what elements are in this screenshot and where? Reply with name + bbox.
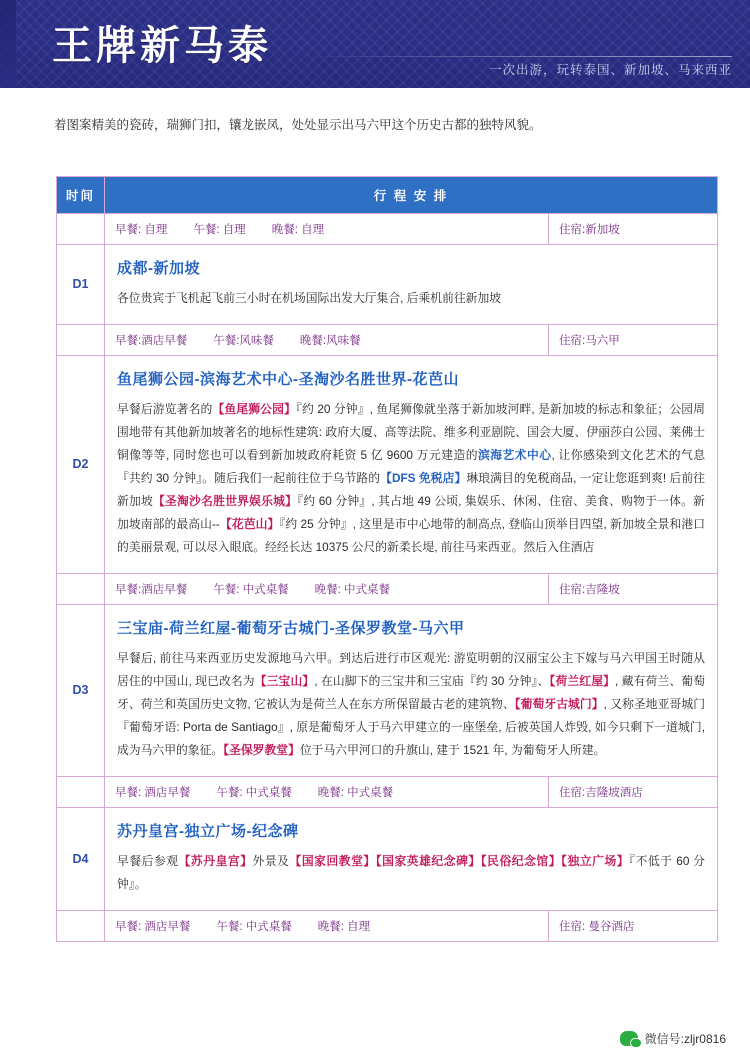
breakfast-label: 早餐: 酒店早餐	[115, 920, 191, 933]
table-header-row	[57, 176, 718, 213]
meal-cell	[105, 776, 718, 807]
wechat-icon	[620, 1031, 638, 1046]
stay-label: 住宿:吉隆坡酒店	[559, 786, 643, 799]
header-banner	[0, 0, 750, 88]
itinerary-cell	[105, 244, 718, 324]
itinerary-description	[117, 850, 705, 896]
banner-title: 王牌新马泰	[52, 23, 272, 69]
description-fragment: 早餐后, 前往马来西亚历史发源地马六甲。到达后进行市区观光: 游览明朝的汉丽宝公主下嫁与马六甲国王时随从居住的中国山, 现已改名为	[117, 650, 705, 688]
description-fragment: , 藏有荷兰、葡萄牙、荷兰和英国历史文物, 它被认为是荷兰人在东方所保留最古老的建筑物、	[117, 673, 705, 711]
route-title: 苏丹皇宫-独立广场-纪念碑	[117, 822, 299, 840]
lunch-label: 午餐: 自理	[193, 223, 246, 236]
description-fragment: 【圣淘沙名胜世界娱乐城】	[153, 493, 298, 508]
description-fragment: , 在山脚下的三宝井和三宝庙『约 30 分钟』、	[314, 673, 550, 688]
itinerary-cell	[105, 355, 718, 573]
description-fragment: 早餐后参观	[117, 853, 179, 868]
description-fragment: 琳琅满目的免税商品, 一定让您逛到爽! 后前往新加坡	[117, 470, 705, 508]
meal-row	[57, 213, 718, 244]
description-fragment: 【花芭山】	[219, 516, 280, 531]
itinerary-description	[117, 398, 705, 559]
dinner-label: 晚餐: 自理	[317, 920, 371, 933]
itinerary-description	[117, 287, 705, 310]
table-row	[57, 807, 718, 910]
intro-paragraph: 着图案精美的瓷砖，瑞狮门扣，镶龙嵌凤，处处显示出马六甲这个历史古都的独特风貌。	[54, 118, 542, 132]
column-header-schedule: 行 程 安 排	[105, 176, 718, 213]
breakfast-label: 早餐: 酒店早餐	[115, 786, 191, 799]
stay-label: 住宿:吉隆坡	[559, 583, 620, 596]
route-title: 成都-新加坡	[117, 259, 200, 277]
banner-subtitle: 一次出游，玩转泰国、新加坡、马来西亚	[488, 63, 732, 77]
meal-row-spacer	[57, 776, 105, 807]
description-fragment: 『约 25 分钟』, 这里是市中心地带的制高点, 登临山顶举目四望, 新加坡全景和港口的美丽景观, 可以尽入眼底。经经长达 10375 公尺的新柔长堤, 前往马来西亚。然后入住酒店	[117, 516, 705, 554]
meal-row-spacer	[57, 910, 105, 941]
day-label: D1	[57, 244, 105, 324]
table-row	[57, 244, 718, 324]
dinner-label: 晚餐:风味餐	[299, 334, 361, 347]
lunch-label: 午餐:风味餐	[213, 334, 274, 347]
description-fragment: , 让你感染到文化艺术的气息『共约 30 分钟』。随后我们一起前往位于乌节路的	[117, 447, 705, 485]
meal-cell	[105, 910, 718, 941]
description-fragment: 【独立广场】	[561, 853, 630, 868]
footer-wechat	[620, 1030, 726, 1047]
description-fragment: 『约 60 分钟』, 其占地 49 公顷, 集娱乐、休闲、住宿、美食、购物于一体。新加坡南部的最高山--	[117, 493, 705, 531]
stay-label: 住宿:新加坡	[559, 223, 620, 236]
description-fragment: 【荷兰红屋】	[549, 673, 616, 688]
description-fragment: 各位贵宾于飞机起飞前三小时在机场国际出发大厅集合, 后乘机前往新加坡	[117, 290, 502, 305]
description-fragment: 外景及	[252, 853, 290, 868]
banner-divider	[302, 56, 732, 57]
meal-row	[57, 324, 718, 355]
lunch-label: 午餐: 中式桌餐	[213, 583, 289, 596]
description-fragment: 【国家回教堂】	[289, 853, 376, 868]
meal-row-spacer	[57, 573, 105, 604]
description-fragment: , 又称圣地亚哥城门『葡萄牙语: Porta de Santiago』, 原是葡萄牙人于马六甲建立的一座堡垒, 后被英国人炸毁, 如今只剩下一道城门, 成为马六甲的象征。	[117, 696, 705, 757]
description-fragment: 【鱼尾狮公园】	[212, 401, 296, 416]
description-fragment: 『约 20 分钟』, 鱼尾狮像就坐落于新加坡河畔, 是新加坡的标志和象征；公园周围地带有其他新加坡著名的地标性建筑: 政府大厦、高等法院、维多利亚剧院、国会大厦、伊丽莎白公园、莱佛士铜像等等, 同时您也可以看到新加坡政府耗资 5 亿 9600 万元建造的	[117, 401, 705, 462]
dinner-label: 晚餐: 中式桌餐	[317, 786, 394, 799]
day-label: D2	[57, 355, 105, 573]
itinerary-table	[56, 176, 718, 942]
breakfast-label: 早餐:酒店早餐	[115, 583, 188, 596]
table-head	[57, 176, 718, 213]
meal-cell	[105, 324, 718, 355]
itinerary-cell	[105, 604, 718, 776]
dinner-label: 晚餐: 中式桌餐	[314, 583, 390, 596]
day-label: D4	[57, 807, 105, 910]
description-fragment: 【民俗纪念馆】	[480, 853, 562, 868]
description-fragment: 【国家英雄纪念碑】	[375, 853, 481, 868]
description-fragment: 早餐后游览著名的	[117, 401, 213, 416]
meal-row-spacer	[57, 213, 105, 244]
lunch-label: 午餐: 中式桌餐	[216, 920, 292, 933]
table-row	[57, 604, 718, 776]
description-fragment: 位于马六甲河口的升旗山, 建于 1521 年, 为葡萄牙人所建。	[299, 742, 606, 757]
meal-row	[57, 776, 718, 807]
meal-cell	[105, 573, 718, 604]
dinner-label: 晚餐: 自理	[271, 223, 325, 236]
lunch-label: 午餐: 中式桌餐	[216, 786, 292, 799]
route-title: 鱼尾狮公园-滨海艺术中心-圣淘沙名胜世界-花芭山	[117, 370, 459, 388]
column-header-time: 时间	[57, 176, 105, 213]
table-body	[57, 213, 718, 941]
description-fragment: 【三宝山】	[254, 673, 315, 688]
meal-row-spacer	[57, 324, 105, 355]
description-fragment: 【圣保罗教堂】	[223, 742, 300, 757]
stay-label: 住宿:马六甲	[559, 334, 620, 347]
breakfast-label: 早餐: 自理	[115, 223, 168, 236]
description-fragment: 滨海艺术中心	[477, 447, 552, 462]
breakfast-label: 早餐:酒店早餐	[115, 334, 188, 347]
route-title: 三宝庙-荷兰红屋-葡萄牙古城门-圣保罗教堂-马六甲	[117, 619, 465, 637]
itinerary-description	[117, 647, 705, 762]
wechat-id-label: 微信号:zljr0816	[644, 1032, 726, 1046]
itinerary-table-wrapper	[56, 176, 720, 942]
meal-cell	[105, 213, 718, 244]
description-fragment: 【DFS 免税店】	[380, 470, 467, 485]
stay-label: 住宿: 曼谷酒店	[559, 920, 635, 933]
description-fragment: 【苏丹皇宫】	[178, 853, 253, 868]
day-label: D3	[57, 604, 105, 776]
meal-row	[57, 573, 718, 604]
table-row	[57, 355, 718, 573]
itinerary-cell	[105, 807, 718, 910]
description-fragment: 【葡萄牙古城门】	[514, 696, 604, 711]
description-fragment: 『不低于 60 分钟』。	[117, 853, 705, 891]
meal-row	[57, 910, 718, 941]
